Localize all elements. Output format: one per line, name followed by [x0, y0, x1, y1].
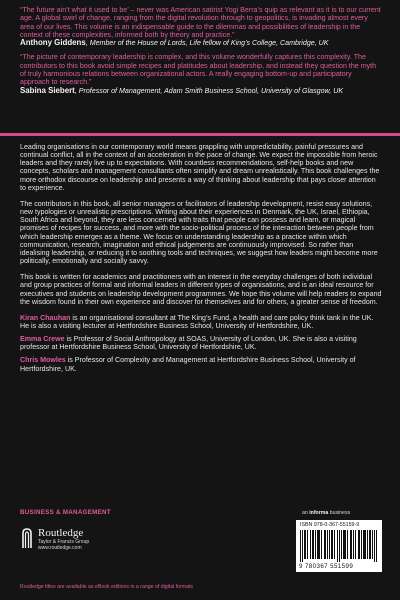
subject-category: BUSINESS & MANAGEMENT [20, 509, 111, 516]
informa-tagline [302, 510, 350, 516]
isbn-barcode [296, 520, 382, 572]
author-name: Emma Crewe [20, 335, 65, 344]
endorsement-quote: “The picture of contemporary leadership is complex, and this volume wonderfully captures this complexity. The contributors to this book avoid simple recipes and platitudes about leadership, and instead they question the myth of truly harmonious relations between organizational actors. A really engaging bottom-up and participatory approach to research.” [20, 53, 377, 87]
author-bio-text: is Professor of Social Anthropology at SOAS, University of London, UK. She is also a visiting professor at Hertfordshire Business School, University of Hertfordshire, UK. [20, 335, 357, 352]
blurb [20, 143, 382, 378]
isbn-text: ISBN 978-0-367-55159-9 [300, 522, 360, 528]
informa-prefix: an [302, 510, 310, 516]
section-divider [0, 133, 400, 136]
endorsement-attribution [20, 87, 382, 95]
endorsement-quote: “The future ain’t what it used to be’ – never was American satirist Yogi Berra’s quip as relevant as it is to our current age. A global swirl of change, ranging from the digital revolution through to geopolitics, is invading almost every area of our lives. This volume is an indispensable guide to the dilemmas and possibilities of leadership in the context of these complexities, informed both by theory and practice.” [20, 6, 381, 39]
routledge-logo-icon [20, 527, 34, 549]
publisher-logo [20, 527, 140, 551]
author-bio [20, 356, 382, 372]
endorser-name: Sabina Siebert [20, 85, 75, 95]
endorsement-attribution [20, 39, 382, 47]
author-name: Chris Mowles [20, 356, 66, 365]
ebook-note: Routledge titles are available as eBook editions in a range of digital formats [20, 584, 194, 590]
blurb-paragraph: Leading organisations in our contemporary world means grappling with unpredictability, painful pressures and continual conflict, all in the context of an acceleration in the pace of change. We expect the impossible from heroic leaders and they rarely live up to expectations. With countless recommendations, self-help books and new concepts, scholars and management consultants often simplify and dream unrealistically. This book challenges the more orthodox discourse on leadership and presents a way of thinking about leadership that pays closer attention to experience. [20, 143, 380, 192]
publisher-url: www.routledge.com [38, 545, 82, 551]
author-bio-text: is Professor of Complexity and Management at Hertfordshire Business School, University of Hertfordshire, UK. [20, 356, 356, 373]
endorser-affiliation: , Member of the House of Lords, Life fellow of King’s College, Cambridge, UK [85, 39, 329, 48]
endorsements [20, 6, 382, 101]
barcode-number: 9 780367 551599 [299, 563, 354, 570]
informa-brand: informa [309, 510, 329, 516]
publisher-group: Taylor & Francis Group [38, 539, 90, 545]
author-bio [20, 335, 382, 351]
blurb-paragraph: This book is written for academics and practitioners with an interest in the everyday challenges of both individual and group practices of formal and informal leaders in different types of organisations, and is an ideal resource for executives and students on leadership development programmes. We hope this volume will help readers to expand the wisdom found in their own experience and discover for themselves and for others, a greater sense of freedom. [20, 273, 382, 306]
endorser-name: Anthony Giddens [20, 38, 86, 48]
author-bio-text: is an organisational consultant at The King’s Fund, a health and care policy think tank in the UK. He is also a visiting lecturer at Hertfordshire Business School, University of Hertfordshire, UK. [20, 313, 374, 330]
publisher-name: Routledge [38, 527, 84, 539]
barcode-icon [300, 530, 378, 562]
informa-suffix: business [328, 510, 351, 516]
blurb-paragraph: The contributors in this book, all senior managers or facilitators of leadership development, resist easy solutions, new typologies or unrealistic prescriptions. Writing about their experiences in Denmark, the UK, Israel, Ethiopia, South Africa and beyond, they are less concerned with traits that people can possess and learn, or magical promises of recipes for success, and more with the socio-political process of the interaction between people from which leadership emerges as a theme. We focus on understanding leadership as a practice within which communication, research, imagination and ethical judgements are continuously improvised. So rather than idealising leadership, or reducing it to soothing tools and techniques, we suggest how leaders might become more politically, emotionally and socially savvy. [20, 199, 378, 266]
author-bio [20, 314, 382, 330]
endorser-affiliation: , Professor of Management, Adam Smith Business School, University of Glasgow, UK [74, 86, 344, 95]
author-name: Kiran Chauhan [20, 313, 71, 322]
